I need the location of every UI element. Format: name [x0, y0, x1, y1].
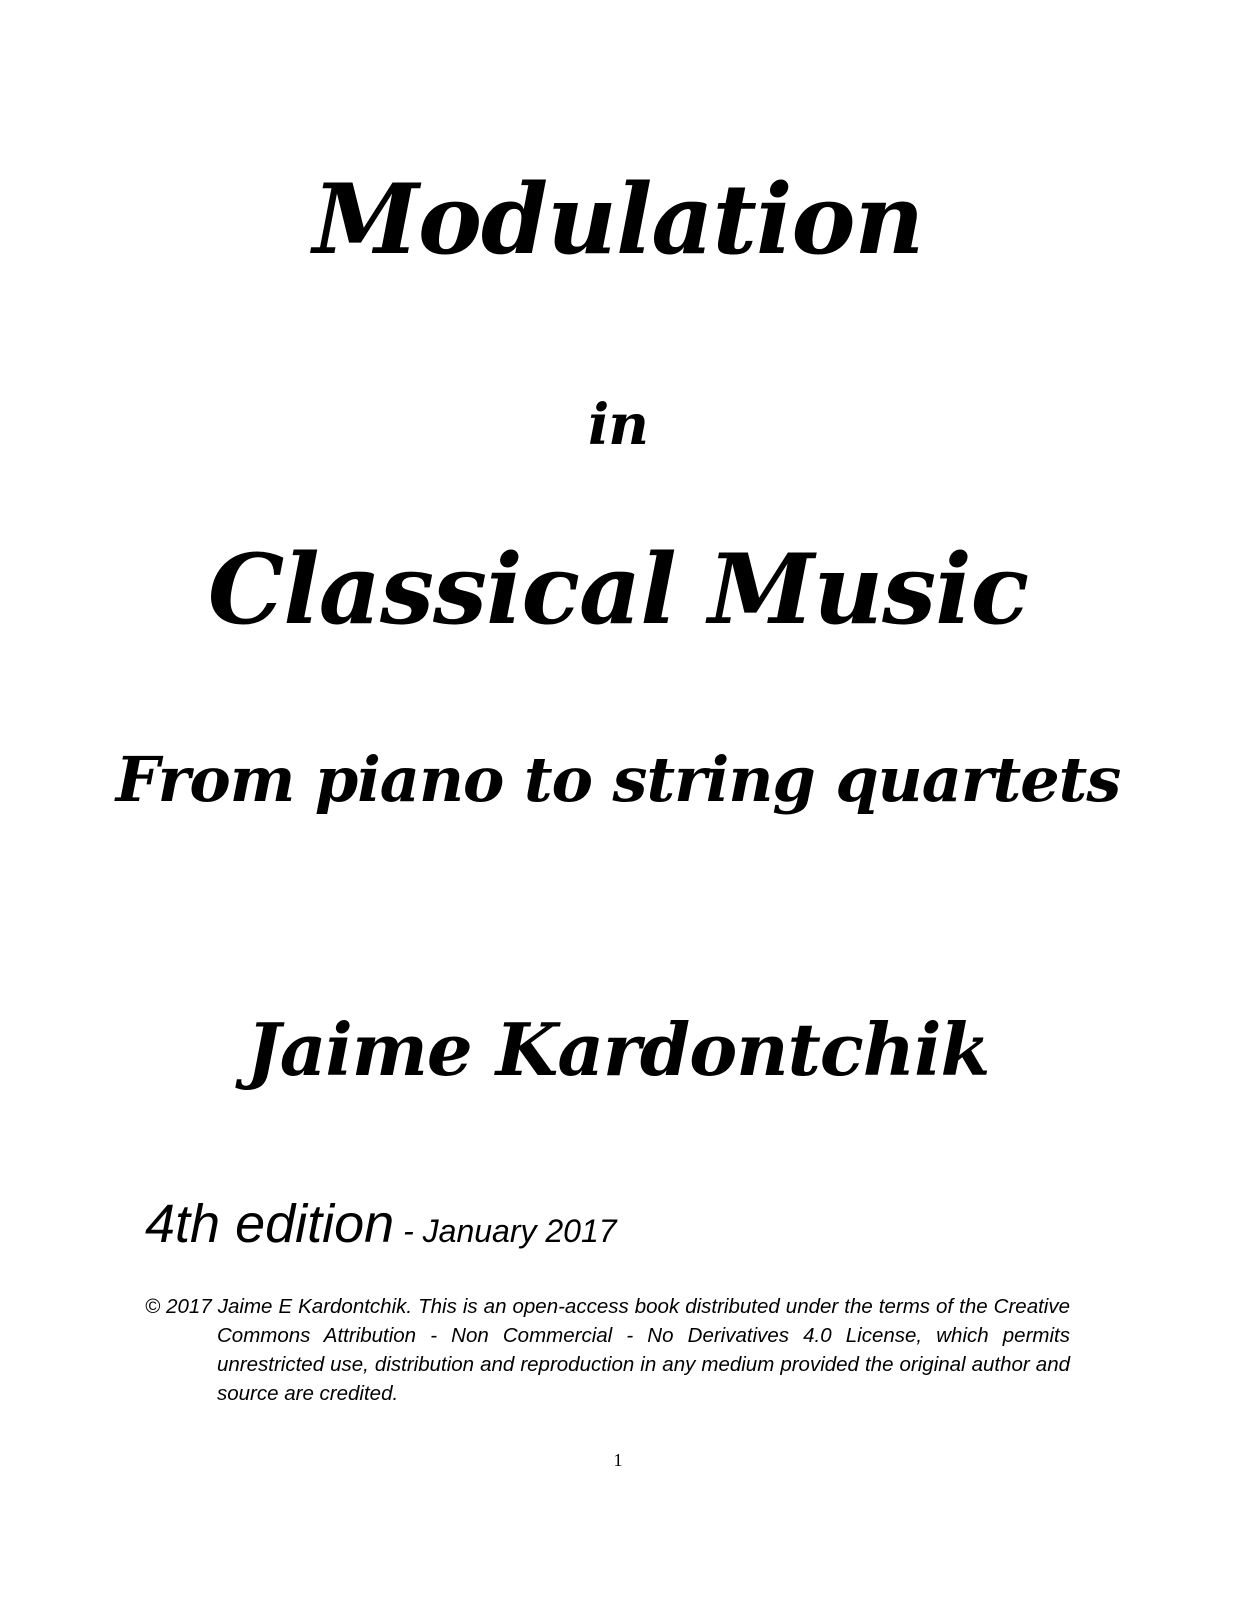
edition-label: 4th edition: [145, 1194, 395, 1254]
author-name: Jaime Kardontchik: [246, 1007, 990, 1092]
license-notice: © 2017 Jaime E Kardontchik. This is an open-access book distributed under the terms of the Creative Commons Attribution - Non Commercial - No Derivatives 4.0 License, which permits unrestricted use, distribution and reproduction in any medium provided the original author and source are credited.: [145, 1295, 1070, 1405]
book-title: Modulation: [312, 163, 924, 276]
edition-date: - January 2017: [394, 1213, 617, 1249]
book-subtitle: From piano to string quartets: [115, 743, 1121, 816]
book-title-continued: Classical Music: [207, 533, 1029, 646]
title-connector: in: [588, 392, 648, 458]
page-number: 1: [613, 1450, 623, 1470]
edition-line: [145, 1186, 617, 1269]
